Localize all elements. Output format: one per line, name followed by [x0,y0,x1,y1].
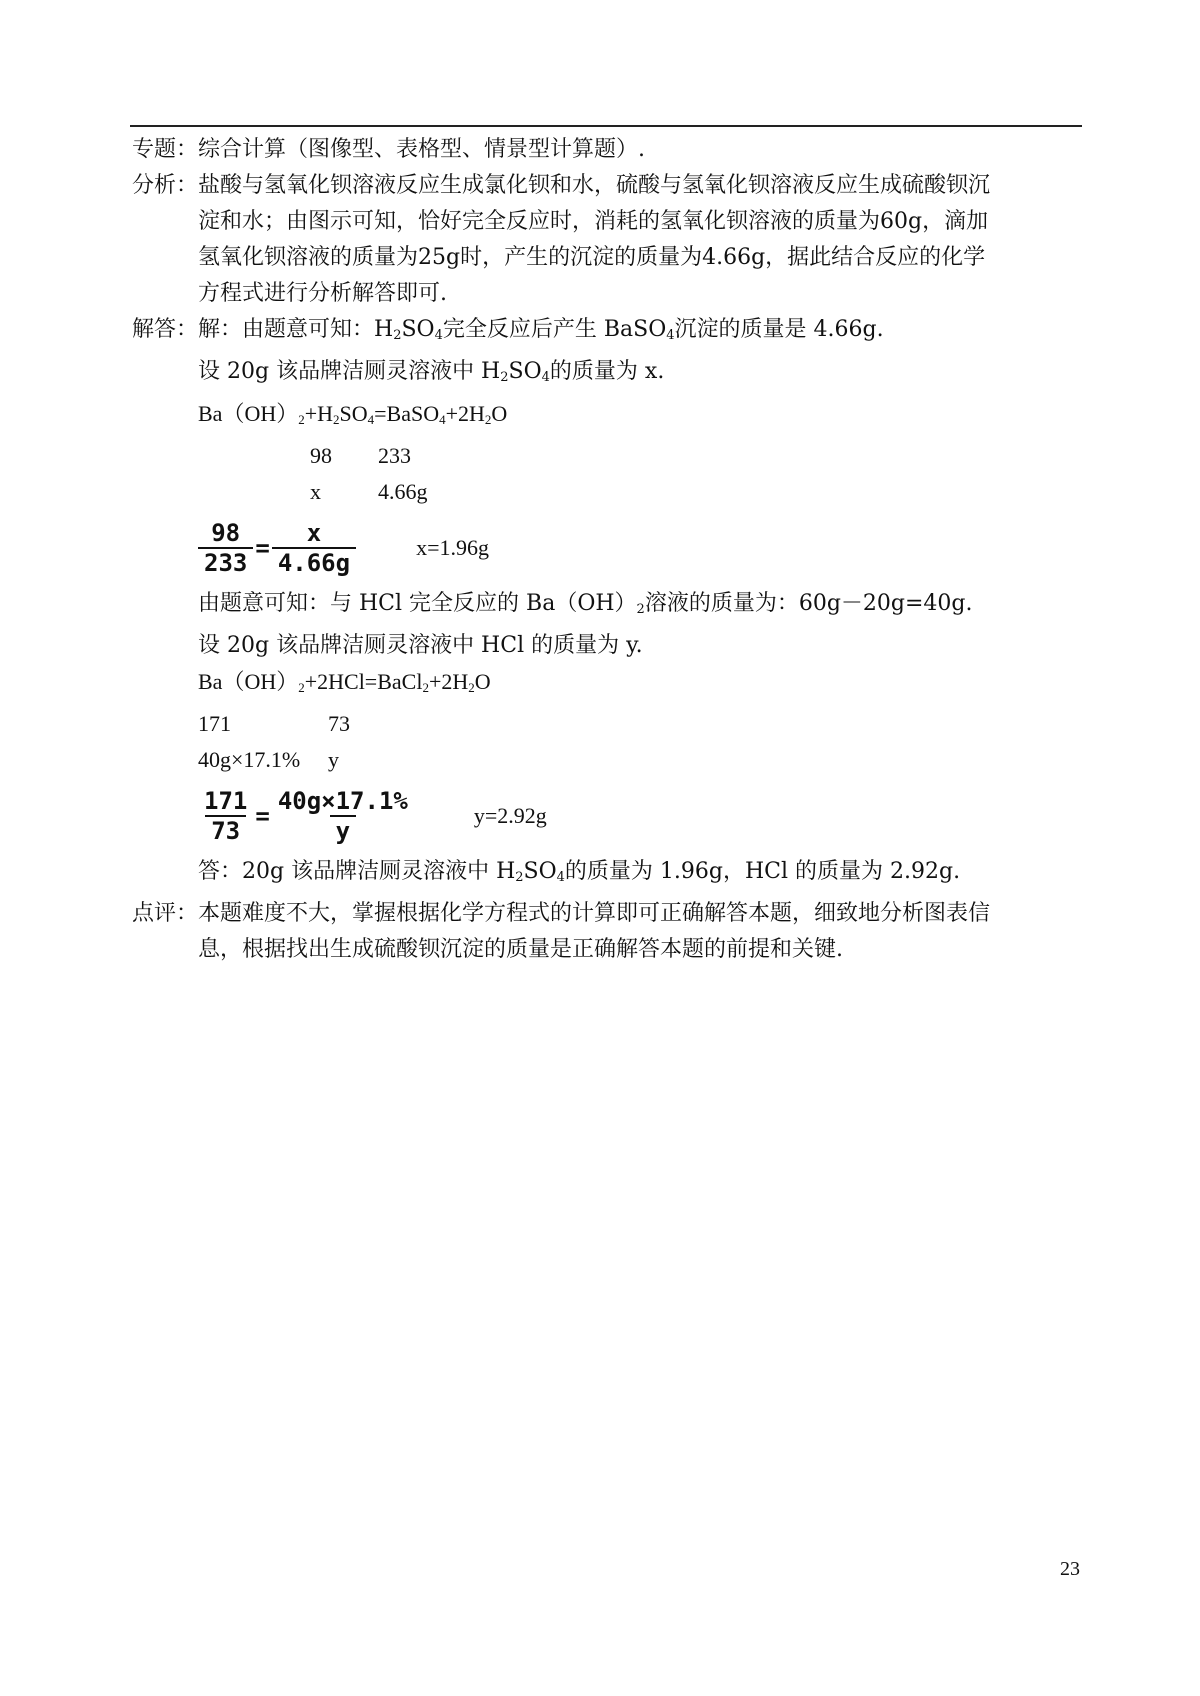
fraction-1-result: x=1.96g [416,535,489,560]
equation-1-var-row [198,474,1082,510]
mass-value: 73 [328,711,350,736]
equation-2-var-row [198,742,1082,778]
solution-section [132,312,1082,896]
comment-line: 本题难度不大，掌握根据化学方程式的计算即可正确解答本题，细致地分析图表信 [198,901,991,926]
hcl-note: 由题意可知：与 HCl 完全反应的 $Ba(OH)_2$溶液的质量为：60g－20g=40g. [198,591,973,617]
fraction-1-row: $\frac{98}{233}$ = $\frac{x}{4.66g}$ x=1.96g [198,510,1082,586]
fraction-left: $\frac{171}{73}$ [204,787,248,845]
header-rule [130,125,1082,127]
analysis-section [132,168,1082,312]
solution-label: 解答： [132,317,199,342]
equation-2: $Ba(OH)_2+2HCl=BaCl_2+2H_2O$ [198,669,491,695]
equation-1-mass-row [198,438,1082,474]
document-body [132,132,1082,968]
variable-value: 4.66g [378,479,428,504]
fraction-2-row: $\frac{171}{73}$ = $\frac{40g\times 17.1\%}{y}$ y=2.92g [198,778,1082,854]
topic-label: 专题： [132,137,199,162]
analysis-label: 分析： [132,173,199,198]
variable-value: y [328,747,339,772]
analysis-line: 方程式进行分析解答即可. [198,281,447,306]
variable-value: x [310,479,321,504]
solution-answer: 答：20g 该品牌洁厕灵溶液中 $H_2SO_4$的质量为 1.96g，HCl 的质量为 2.92g. [198,859,961,885]
fraction-left: $\frac{98}{233}$ [198,519,253,577]
variable-value: 40g×17.1% [198,747,301,772]
equation-1: $Ba(OH)_2+H_2SO_4=BaSO_4+2H_2O$ [198,401,508,427]
mass-value: 98 [310,443,332,468]
solution-intro: 解：由题意可知：$H_2SO_4$完全反应后产生 BaSO$_4$沉淀的质量是 4.66g. [198,317,884,343]
fraction-right: $\frac{40g\times 17.1\%}{y}$ [277,787,408,845]
fraction-right: $\frac{x}{4.66g}$ [272,519,356,577]
page-number: 23 [1060,1558,1080,1580]
mass-value: 171 [198,711,231,736]
analysis-line: 氢氧化钡溶液的质量为25g时，产生的沉淀的质量为4.66g，据此结合反应的化学 [198,245,986,270]
equation-2-mass-row [198,706,1082,742]
fraction-2-result: y=2.92g [473,803,547,828]
analysis-line: 淀和水；由图示可知，恰好完全反应时，消耗的氢氧化钡溶液的质量为60g，滴加 [198,209,989,234]
topic-section [132,132,1082,168]
solution-set-x: 设 20g 该品牌洁厕灵溶液中 $H_2SO_4$的质量为 x. [198,359,665,385]
comment-line: 息，根据找出生成硫酸钡沉淀的质量是正确解答本题的前提和关键. [198,937,843,962]
analysis-line: 盐酸与氢氧化钡溶液反应生成氯化钡和水，硫酸与氢氧化钡溶液反应生成硫酸钡沉 [198,173,991,198]
solution-set-y: 设 20g 该品牌洁厕灵溶液中 HCl 的质量为 y. [198,633,643,658]
comment-label: 点评： [132,901,199,926]
mass-value: 233 [378,443,411,468]
topic-text: 综合计算（图像型、表格型、情景型计算题）. [198,137,645,162]
comment-section [132,896,1082,968]
